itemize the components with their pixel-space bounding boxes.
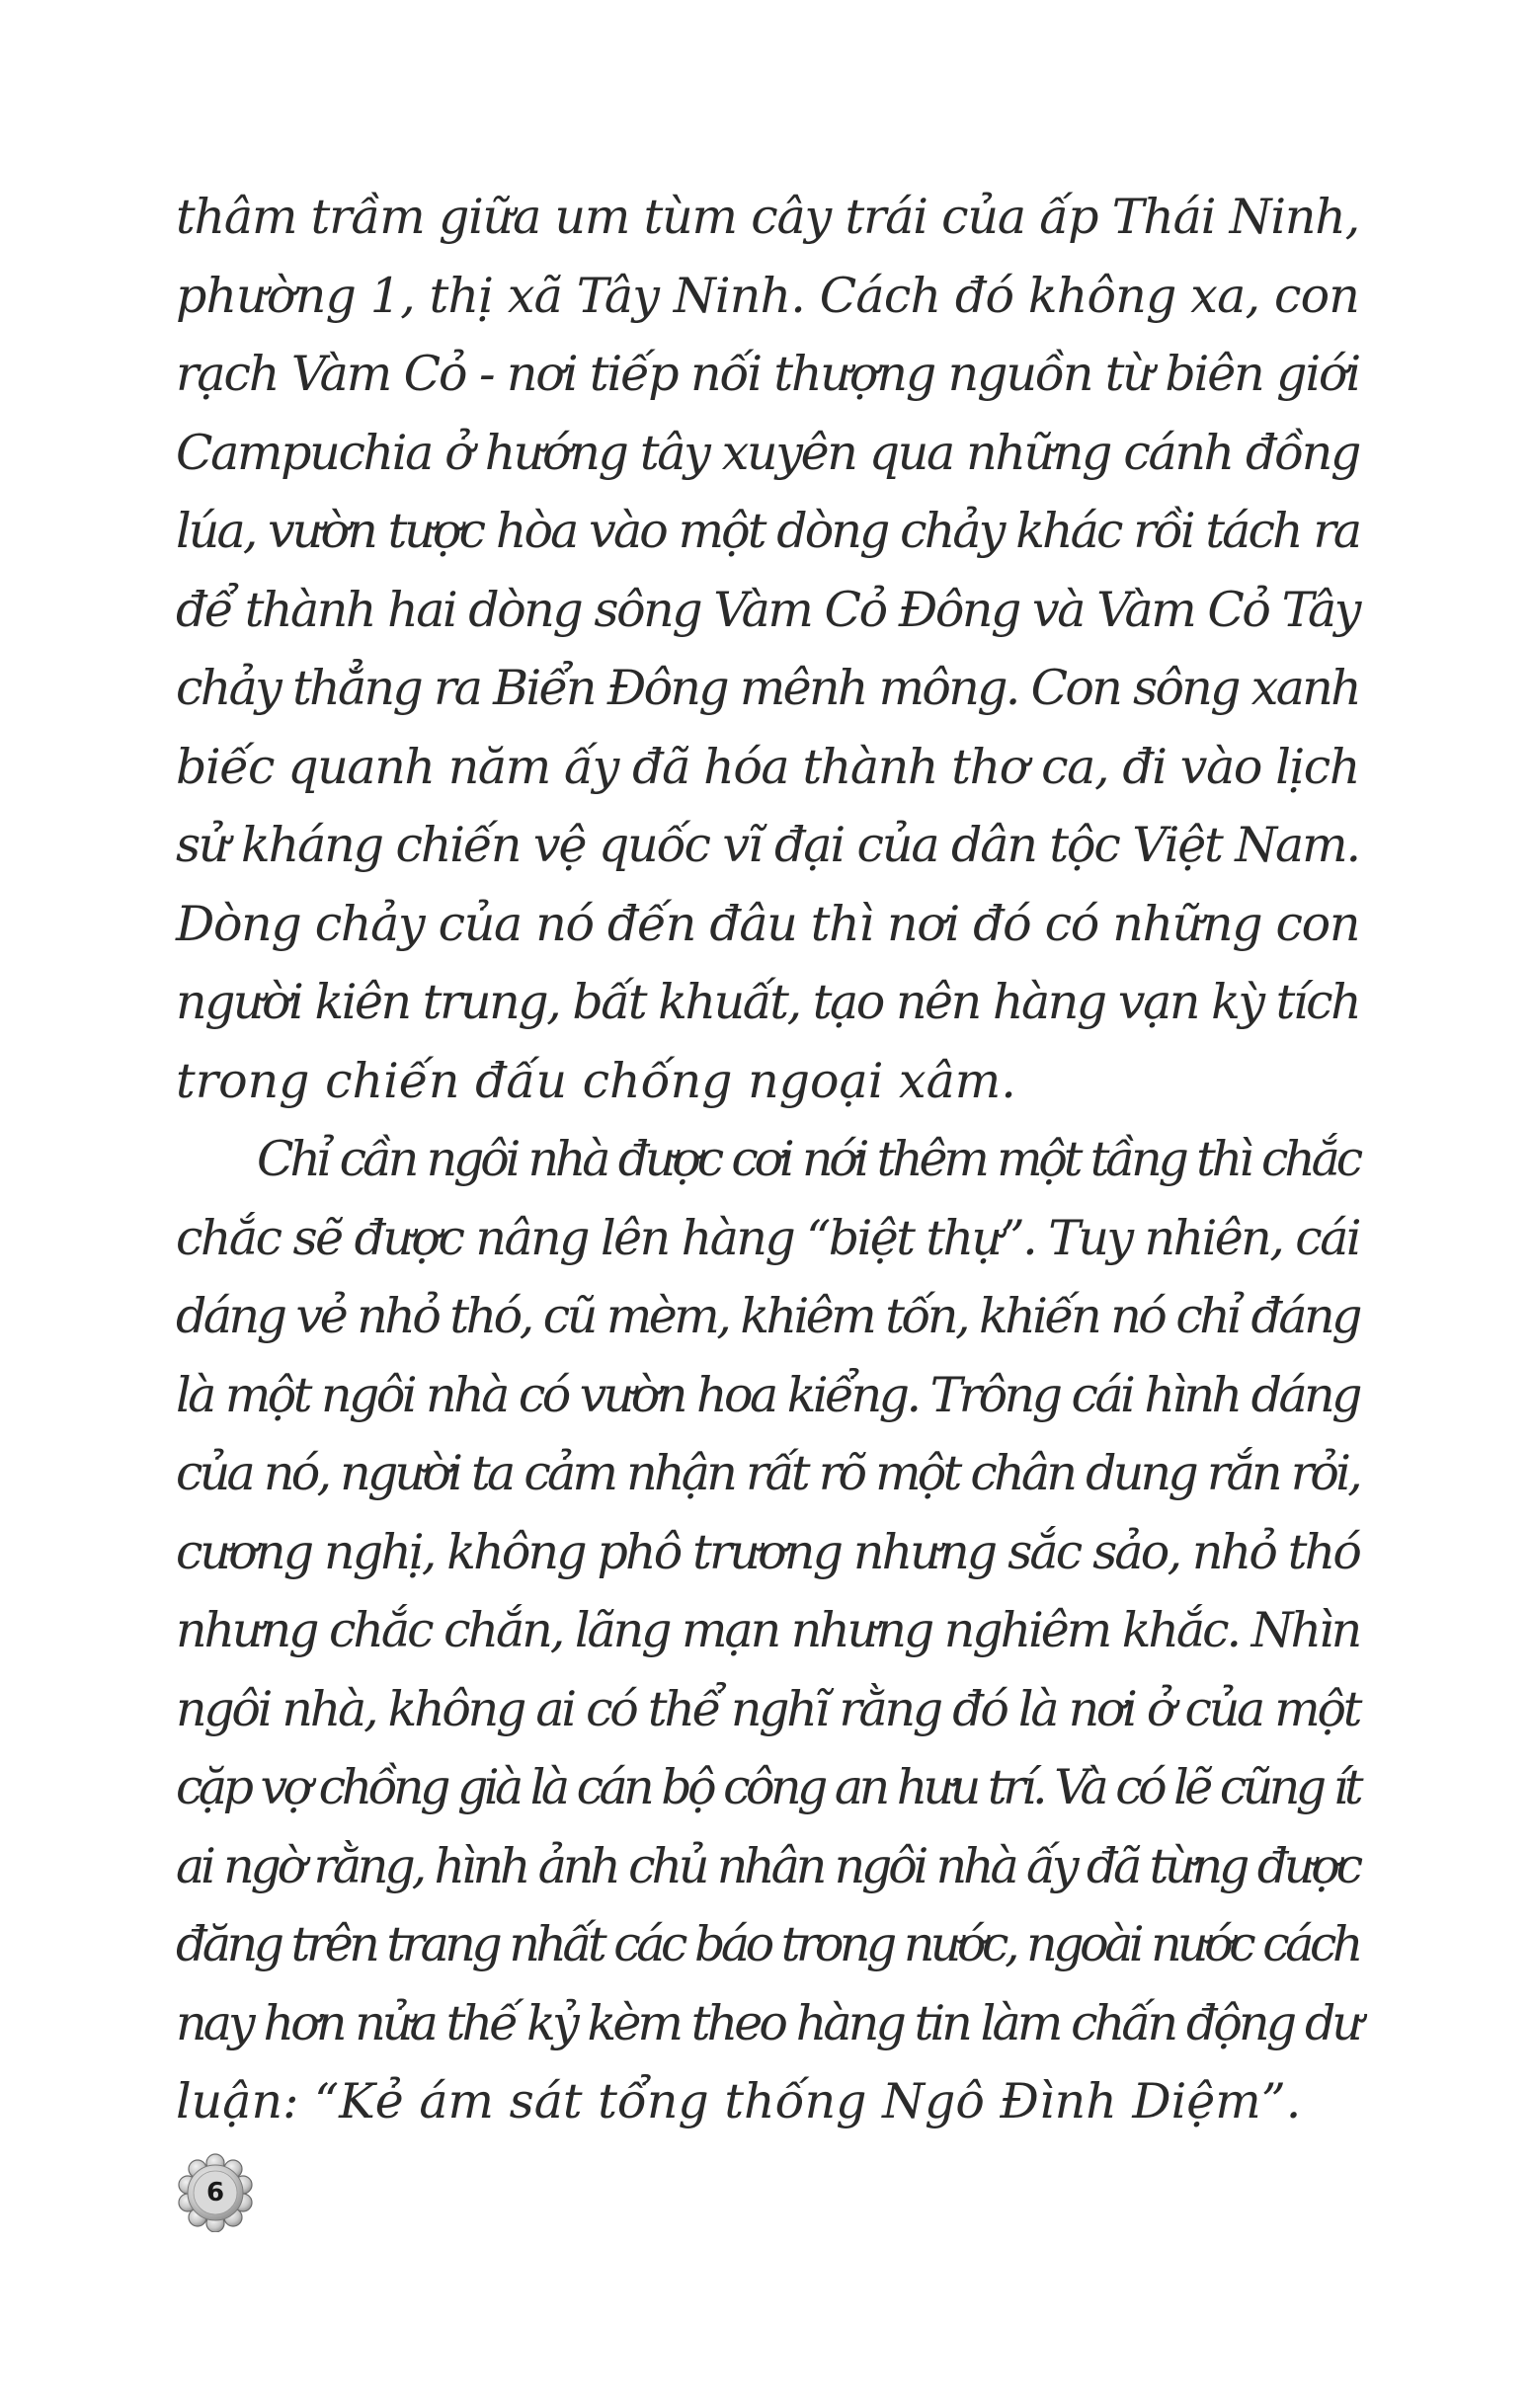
text-line: cương nghị, không phô trương nhưng sắc sảo, nhỏ thó — [176, 1523, 1359, 1580]
text-line: luận: “Kẻ ám sát tổng thống Ngô Đình Diệm”. — [176, 2073, 1302, 2129]
text-line: phường 1, thị xã Tây Ninh. Cách đó không xa, con — [176, 267, 1360, 324]
text-line: cặp vợ chồng già là cán bộ công an hưu trí. Và có lẽ cũng ít — [176, 1759, 1359, 1815]
text-line: Dòng chảy của nó đến đâu thì nơi đó có những con — [176, 895, 1360, 952]
text-line: sử kháng chiến vệ quốc vĩ đại của dân tộc Việt Nam. — [176, 817, 1359, 873]
text-line: nhưng chắc chắn, lãng mạn nhưng nghiêm khắc. Nhìn — [176, 1602, 1360, 1658]
text-line: người kiên trung, bất khuất, tạo nên hàng vạn kỳ tích — [176, 974, 1360, 1030]
page-number: 6 — [205, 2178, 225, 2207]
text-line: ai ngờ rằng, hình ảnh chủ nhân ngôi nhà ấy đã từng được — [176, 1837, 1360, 1894]
page-number-badge — [176, 2153, 255, 2232]
paragraph-2 — [176, 1120, 1359, 2141]
text-line: Chỉ cần ngôi nhà được cơi nới thêm một tầng thì chắc — [257, 1131, 1359, 1187]
body-text — [176, 178, 1359, 2141]
text-line: thâm trầm giữa um tùm cây trái của ấp Thái Ninh, — [176, 189, 1359, 245]
paragraph-1 — [176, 178, 1359, 1120]
text-line: trong chiến đấu chống ngoại xâm. — [176, 1052, 1016, 1109]
text-line: biếc quanh năm ấy đã hóa thành thơ ca, đi vào lịch — [176, 738, 1359, 795]
text-line: chảy thẳng ra Biển Đông mênh mông. Con sông xanh — [176, 660, 1359, 716]
text-line: lúa, vườn tược hòa vào một dòng chảy khác rồi tách ra — [176, 503, 1360, 559]
text-line: dáng vẻ nhỏ thó, cũ mèm, khiêm tốn, khiến nó chỉ đáng — [176, 1288, 1359, 1344]
text-line: để thành hai dòng sông Vàm Cỏ Đông và Vàm Cỏ Tây — [176, 581, 1359, 638]
text-line: rạch Vàm Cỏ - nơi tiếp nối thượng nguồn từ biên giới — [176, 346, 1360, 402]
text-line: là một ngôi nhà có vườn hoa kiểng. Trông cái hình dáng — [176, 1366, 1359, 1423]
text-line: Campuchia ở hướng tây xuyên qua những cánh đồng — [176, 424, 1359, 481]
text-line: chắc sẽ được nâng lên hàng “biệt thự”. Tuy nhiên, cái — [176, 1209, 1359, 1266]
text-line: của nó, người ta cảm nhận rất rõ một chân dung rắn rỏi, — [176, 1445, 1359, 1501]
text-line: đăng trên trang nhất các báo trong nước, ngoài nước cách — [176, 1916, 1359, 1972]
text-line: nay hơn nửa thế kỷ kèm theo hàng tin làm chấn động dư — [176, 1994, 1360, 2051]
text-line: ngôi nhà, không ai có thể nghĩ rằng đó là nơi ở của một — [176, 1680, 1360, 1737]
